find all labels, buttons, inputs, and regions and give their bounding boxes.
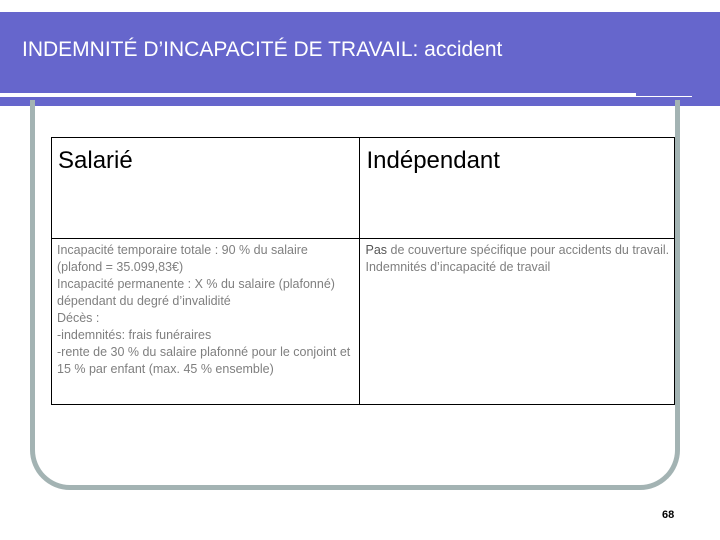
salarie-line-funeral: -indemnités: frais funéraires (57, 328, 212, 342)
slide-title: INDEMNITÉ D’INCAPACITÉ DE TRAVAIL: accident (22, 38, 503, 61)
cell-salarie (52, 239, 360, 405)
salarie-line-permanent: Incapacité permanente : X % du salaire (plafonné) dépendant du degré d’invalidité (57, 277, 335, 308)
header-band-right (692, 12, 720, 106)
page-number: 68 (662, 509, 675, 521)
salarie-line-rente: -rente de 30 % du salaire plafonné pour le conjoint et 15 % par enfant (max. 45 % ensemble) (57, 345, 351, 376)
cell-independant (360, 239, 675, 405)
comparison-table (51, 137, 675, 405)
salarie-line-temporary: Incapacité temporaire totale : 90 % du salaire (plafond = 35.099,83€) (57, 243, 308, 274)
coverage-text: de couverture spécifique pour accidents du travail. (387, 243, 670, 257)
table-body-row (52, 239, 675, 405)
independant-line-coverage (365, 242, 670, 259)
pas-word: Pas (365, 243, 388, 257)
independant-line-indemnites: Indemnités d’incapacité de travail (365, 260, 551, 274)
salarie-line-deces: Décès : (57, 311, 100, 325)
header-independant: Indépendant (360, 138, 675, 239)
header-salarie: Salarié (52, 138, 360, 239)
table-header-row (52, 138, 675, 239)
